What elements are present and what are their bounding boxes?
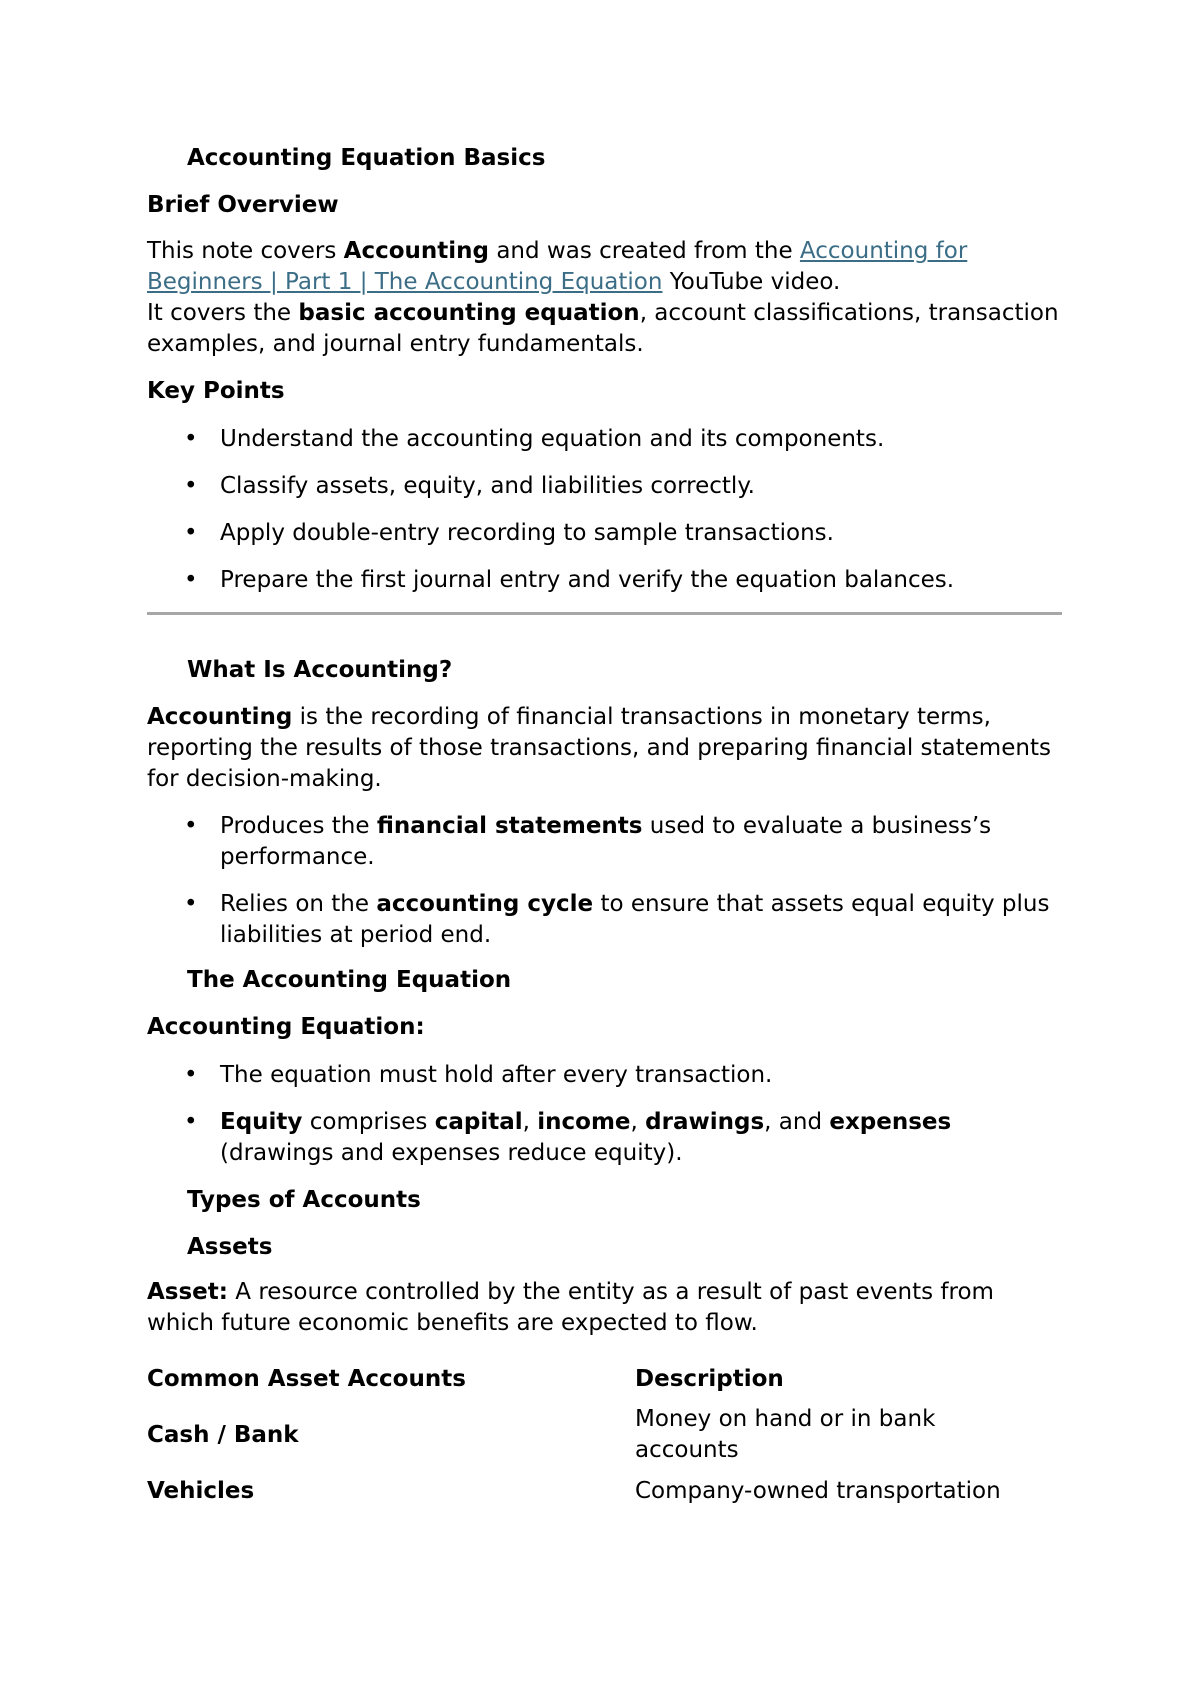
- list-item: • Prepare the first journal entry and verify the equation balances.: [147, 565, 1062, 596]
- key-points-heading: Key Points: [147, 378, 285, 404]
- table-cell: Company-owned transportation: [635, 1477, 1001, 1504]
- asset-accounts-table: [147, 1356, 1062, 1514]
- table-cell: Money on hand or in bank accounts: [635, 1406, 936, 1463]
- list-item: • Equity comprises capital, income, drawings, and expenses (drawings and expenses reduce equity).: [184, 1109, 952, 1166]
- bullet-icon: •: [184, 891, 198, 917]
- equation-list: [147, 1060, 1062, 1169]
- list-item: • Relies on the accounting cycle to ensure that assets equal equity plus liabilities at period end.: [184, 891, 1050, 948]
- accounting-bold: Accounting: [343, 238, 490, 264]
- basic-equation-bold: basic accounting equation: [298, 300, 640, 326]
- bullet-icon: •: [184, 1109, 198, 1135]
- document-title: Accounting Equation Basics: [187, 145, 546, 171]
- table-cell: Vehicles: [147, 1477, 255, 1504]
- table-row: [147, 1402, 1062, 1468]
- what-is-heading: What Is Accounting?: [187, 657, 453, 683]
- bullet-icon: •: [184, 1062, 198, 1088]
- asset-definition: Asset: A resource controlled by the entity as a result of past events from which future economic benefits are expected to flow.: [147, 1279, 994, 1336]
- table-cell: Cash / Bank: [147, 1421, 299, 1448]
- overview-paragraph: This note covers Accounting and was created from the Accounting for Beginners | Part 1 | The Accounting Equation YouTube video. It covers the basic accounting equation, account classifications, transaction examples, and journal entry fundamentals.: [147, 238, 1059, 357]
- bullet-icon: •: [184, 426, 198, 452]
- key-points-list: [147, 424, 1062, 596]
- equation-label: Accounting Equation:: [147, 1014, 425, 1040]
- what-is-list: [147, 811, 1062, 951]
- overview-heading: Brief Overview: [147, 192, 339, 218]
- table-header: Description: [635, 1365, 784, 1392]
- list-item: • Apply double-entry recording to sample transactions.: [147, 518, 1062, 549]
- list-item: • Produces the financial statements used to evaluate a business’s performance.: [184, 813, 992, 870]
- bullet-icon: •: [184, 813, 198, 839]
- table-header: Common Asset Accounts: [147, 1365, 466, 1392]
- types-heading: Types of Accounts: [187, 1187, 421, 1213]
- list-item: • The equation must hold after every transaction.: [147, 1060, 1062, 1091]
- bullet-icon: •: [184, 567, 198, 593]
- section-divider: [147, 612, 1062, 615]
- table-row: [147, 1468, 1062, 1514]
- list-item: • Understand the accounting equation and its components.: [147, 424, 1062, 455]
- bullet-icon: •: [184, 520, 198, 546]
- accounting-definition: Accounting is the recording of financial transactions in monetary terms, reporting the results of those transactions, and preparing financial statements for decision-making.: [147, 704, 1051, 792]
- equation-heading: The Accounting Equation: [187, 967, 512, 993]
- bullet-icon: •: [184, 473, 198, 499]
- youtube-video-link[interactable]: Accounting for Beginners | Part 1 | The Accounting Equation: [147, 238, 968, 295]
- assets-heading: Assets: [187, 1234, 273, 1260]
- list-item: • Classify assets, equity, and liabilities correctly.: [147, 471, 1062, 502]
